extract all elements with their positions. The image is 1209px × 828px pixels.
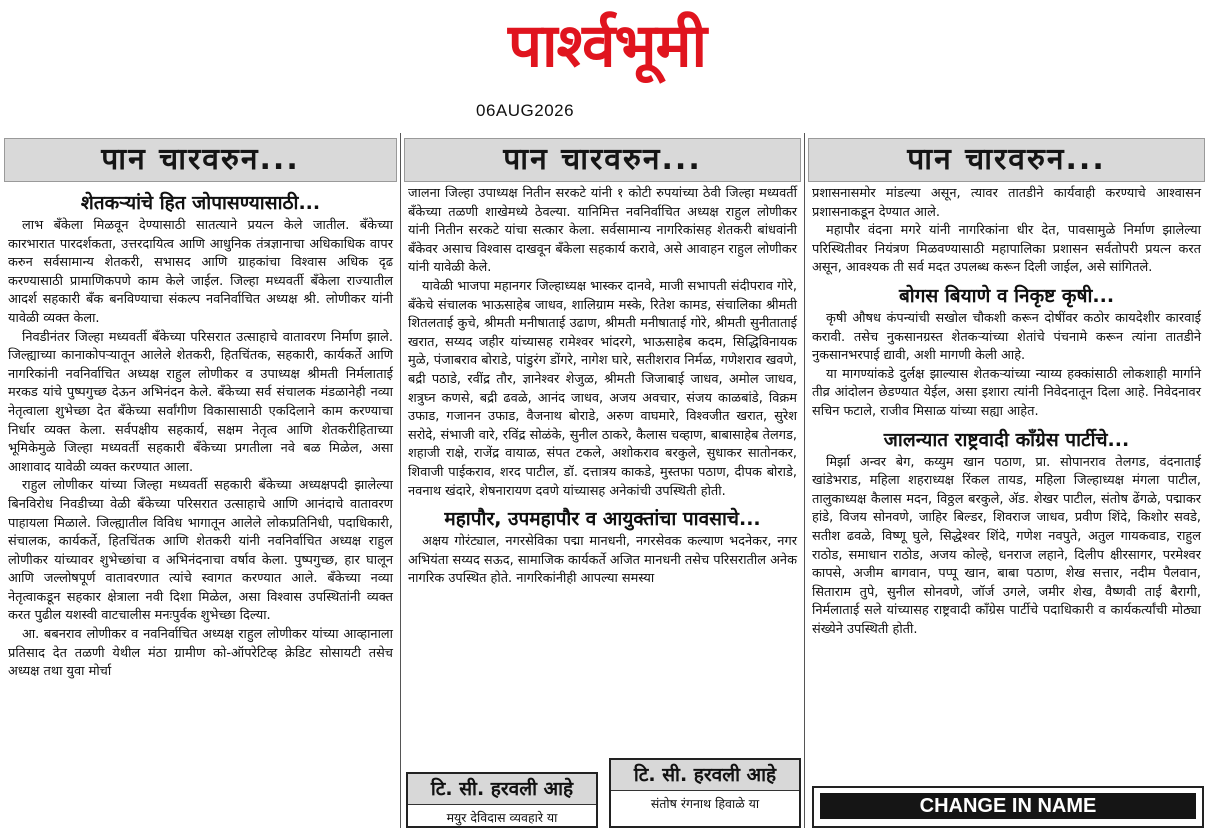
continued-band: पान चारवरुन... xyxy=(808,138,1205,182)
paragraph: मिर्झा अन्वर बेग, कय्युम खान पठाण, प्रा. सोपानराव तेलगड, वंदनाताई खांडेभराड, महिला शहराध्यक्ष रिंकल तायड, महिला जिल्हाध्यक्ष मंगला पाटील, तालुकाध्यक्ष कैलास मदन, विठ्ठल बरकुले, ॲड. शेखर पाटील, संतोष ढेंगळे, पद्माकर हांडे, विजय सोनवणे, जाहिर बिल्डर, शिवराज जाधव, प्रवीण शिंदे, किशोर सवडे, सतीश ढवळे, विष्णू घुले, सिद्धेश्वर शिंदे, गणेश नवपुते, अतुल गायकवाड, राहुल राठोड, समाधान राठोड, अजय कोल्हे, धनराज लहाने, दिलीप क्षीरसागर, परमेश्वर कापसे, अजीम बागवान, पप्पू खान, बाबा पठाण, शेख सत्तार, नदीम पैलवान, सिताराम तुपे, सुनील सोनवणे, जॉर्ज उगले, जमीर शेख, वैष्णवी ताई बैरागी, निर्मलाताई सले यांच्यासह राष्ट्रवादी काँग्रेस पार्टीचे पदाधिकारी व कार्यकर्त्यांची मोठ्या संख्येने उपस्थिती होती. xyxy=(812,454,1201,637)
section-heading: जालन्यात राष्ट्रवादी काँग्रेस पार्टीचे... xyxy=(883,428,1130,451)
change-in-name-ad xyxy=(812,786,1204,828)
paragraph: यावेळी भाजपा महानगर जिल्हाध्यक्ष भास्कर दानवे, माजी सभापती संदीपराव गोरे, बँकेचे संचालक भाऊसाहेब जाधव, शालिग्राम मस्के, रितेश कामड, संचालिका श्रीमती शितलताई कुचे, श्रीमती मनीषाताई उढाण, श्रीमती मनीषाताई गोरे, श्रीमती सुनीताताई खरात, सय्यद जहीर यांच्यासह रामेश्वर भांदरगे, भाऊसाहेब कदम, सिद्धिविनायक मुळे, पंजाबराव बोराडे, पांडुरंग डोंगरे, नागेश घारे, सतीशराव निर्मळ, गणेशराव खवणे, बद्री पठाडे, रवींद्र तौर, ज्ञानेश्वर शेजुळ, श्रीमती जिजाबाई जाधव, अमोल जाधव, शत्रुघ्न कणसे, बद्री ढवळे, आनंद जाधव, अजय अवचार, संजय काळबांडे, विक्रम उफाड, गजानन उफाड, वैजनाथ बोराडे, अरुण वाघमारे, विश्वजीत खरात, सुरेश सरोदे, संभाजी वारे, रविंद्र सोळंके, सुनील ठाकरे, कैलास चव्हाण, बाबासाहेब तेलगड, शहाजी राक्षे, राजेंद्र वायाळ, संपत टकले, अशोकराव बरकुले, सुधाकर सातोनकर, शिवाजी पाईकराव, शरद पाटील, डॉ. दत्तात्रय काकडे, मुस्तफा पठाण, दीपक बोराडे, नवनाथ खंदारे, शेषनारायण दवणे यांच्यासह अनेकांची उपस्थिती होती. xyxy=(408,278,797,499)
paragraph: लाभ बँकेला मिळवून देण्यासाठी सातत्याने प्रयत्न केले जातील. बँकेच्या कारभारात पारदर्शकता, उत्तरदायित्व आणि आधुनिक तंत्रज्ञानाचा अधिकाधिक वापर करुन सर्वसामान्य शेतकरी, सभासद आणि ग्राहकांचा विश्वास अधिक दृढ करण्यासाठी प्रामाणिकपणे काम केले जाईल. जिल्हा मध्यवर्ती बँकेला राज्यातील आदर्श सहकारी बँक बनविण्याचा संकल्प नवनिर्वाचित अध्यक्ष श्री. लोणीकर यांनी यावेळी व्यक्त केला. xyxy=(8,218,393,326)
tc-lost-notice xyxy=(609,758,801,828)
column-2 xyxy=(404,138,801,828)
notice-title: टि. सी. हरवली आहे xyxy=(408,774,596,805)
paragraph: निवडीनंतर जिल्हा मध्यवर्ती बँकेच्या परिसरात उत्साहाचे वातावरण निर्माण झाले. जिल्ह्याच्या कानाकोपऱ्यातून आलेले शेतकरी, हितचिंतक, सहकारी, कार्यकर्ते आणि नागरिकांनी नवनिर्वाचित अध्यक्ष राहुल लोणीकर व उपाध्यक्ष श्रीमती निर्मलाताई मरकड यांचे पुष्पगुच्छ देऊन अभिनंदन केले. बँकेच्या सर्व संचालक मंडळानेही नव्या नेतृत्वाला शुभेच्छा देत बँकेच्या सर्वांगीण विकासासाठी एकदिलाने काम करण्याचा निर्धार व्यक्त केला. सर्वपक्षीय सहकार्य, सक्षम नेतृत्व आणि शेतकरीहिताच्या भूमिकेमुळे जिल्हा मध्यवर्ती सहकारी बँकेच्या प्रगतीला नवे बळ मिळेल, असा आशावाद यावेळी व्यक्त करण्यात आला. xyxy=(8,329,393,475)
section-heading: महापौर, उपमहापौर व आयुक्तांचा पावसाचे... xyxy=(444,508,761,531)
change-in-name-title: CHANGE IN NAME xyxy=(820,793,1196,819)
paragraph: प्रशासनासमोर मांडल्या असून, त्यावर तातडीने कार्यवाही करण्याचे आश्वासन प्रशासनाकडून देण्यात आले. xyxy=(812,186,1201,220)
section-heading: शेतकऱ्यांचे हित जोपासण्यासाठी... xyxy=(80,192,321,214)
paragraph: राहुल लोणीकर यांच्या जिल्हा मध्यवर्ती सहकारी बँकेच्या अध्यक्षपदी झालेल्या बिनविरोध निवडीच्या वेळी बँकेच्या परिसरात उत्साहाचे आणि आनंदाचे वातावरण पाहायला मिळाले. जिल्ह्यातील विविध भागातून आलेले लोकप्रतिनिधी, पदाधिकारी, संचालक, कार्यकर्ते, हितचिंतक आणि शेतकरी यांनी नवनिर्वाचित अध्यक्ष राहुल लोणीकर यांच्यावर शुभेच्छांचा व अभिनंदनाचा वर्षाव केला. पुष्पगुच्छ, हार घालून आणि जल्लोषपूर्ण वातावरणात त्यांचे स्वागत करण्यात आले. बँकेच्या नव्या नेतृत्वाकडून सहकार क्षेत्राला नवी दिशा मिळेल, असा विश्वास उपस्थितांनी व्यक्त करत पुढील यशस्वी वाटचालीस मनःपुर्वक शुभेच्छा दिल्या. xyxy=(8,478,393,624)
notice-text: संतोष रंगनाथ हिवाळे या xyxy=(650,796,760,811)
masthead xyxy=(0,0,1209,130)
column-2-body xyxy=(404,182,801,589)
notice-title: टि. सी. हरवली आहे xyxy=(611,760,799,791)
paragraph: अक्षय गोरंट्याल, नगरसेविका पद्मा मानधनी, नगरसेवक कल्याण भदनेकर, नगर अभियंता सय्यद सऊद, सामाजिक कार्यकर्ते अजित मानधनी तसेच परिसरातील अनेक नागरिक उपस्थित होते. नागरिकांनीही आपल्या समस्या xyxy=(408,534,797,587)
column-1 xyxy=(4,138,397,828)
section-heading: बोगस बियाणे व निकृष्ट कृषी... xyxy=(898,284,1115,307)
newspaper-logo: पार्श्वभूमी xyxy=(507,11,707,81)
continued-band: पान चारवरुन... xyxy=(404,138,801,182)
column-3 xyxy=(808,138,1205,828)
column-divider xyxy=(400,133,401,828)
column-divider xyxy=(804,133,805,828)
paragraph: आ. बबनराव लोणीकर व नवनिर्वाचित अध्यक्ष राहुल लोणीकर यांच्या आव्हानाला प्रतिसाद देत तळणी येथील मंठा ग्रामीण को-ऑपरेटिव्ह क्रेडिट सोसायटी तसेच अध्यक्ष तथा युवा मोर्चा xyxy=(8,627,393,680)
notice-text: मयुर देविदास व्यवहारे या xyxy=(446,810,558,825)
paragraph: महापौर वंदना मगरे यांनी नागरिकांना धीर देत, पावसामुळे निर्माण झालेल्या परिस्थितीवर नियंत्रण मिळवण्यासाठी महापालिका प्रशासन सर्वतोपरी प्रयत्न करत असून, आवश्यक ती सर्व मदत उपलब्ध करून दिली जाईल, असे सांगितले. xyxy=(812,223,1201,276)
continued-band: पान चारवरुन... xyxy=(4,138,397,182)
paragraph: या मागण्यांकडे दुर्लक्ष झाल्यास शेतकऱ्यांच्या न्याय्य हक्कांसाठी लोकशाही मार्गाने तीव्र आंदोलन छेडण्यात येईल, असा इशारा त्यांनी निवेदनातून दिला आहे. निवेदनावर सचिन फटाले, राजीव मिसाळ यांच्या सह्या आहेत. xyxy=(812,366,1201,419)
column-1-body xyxy=(4,182,397,682)
tc-lost-notice xyxy=(406,772,598,828)
edition-date: 06AUG2026 xyxy=(476,101,575,120)
paragraph: जालना जिल्हा उपाध्यक्ष नितीन सरकटे यांनी १ कोटी रुपयांच्या ठेवी जिल्हा मध्यवर्ती बँकेच्या तळणी शाखेमध्ये ठेवल्या. यानिमित्त नवनिर्वाचित अध्यक्ष राहुल लोणीकर यांनी नितीन सरकटे यांचा सत्कार केला. सर्वसामान्य नागरिकांसह शेतकरी बांधवांनी बँकेवर असाच विश्वास दाखवून बँकेला सहकार्य करावे, असे आवाहन राहुल लोणीकर यांनी यावेळी केले. xyxy=(408,186,797,276)
column-3-body xyxy=(808,182,1205,639)
paragraph: कृषी औषध कंपन्यांची सखोल चौकशी करून दोषींवर कठोर कायदेशीर कारवाई करावी. तसेच नुकसानग्रस्त शेतकऱ्यांच्या शेतांचे पंचनामे करून त्यांना तातडीने नुकसानभरपाई द्यावी, अशी मागणी केली आहे. xyxy=(812,310,1201,364)
